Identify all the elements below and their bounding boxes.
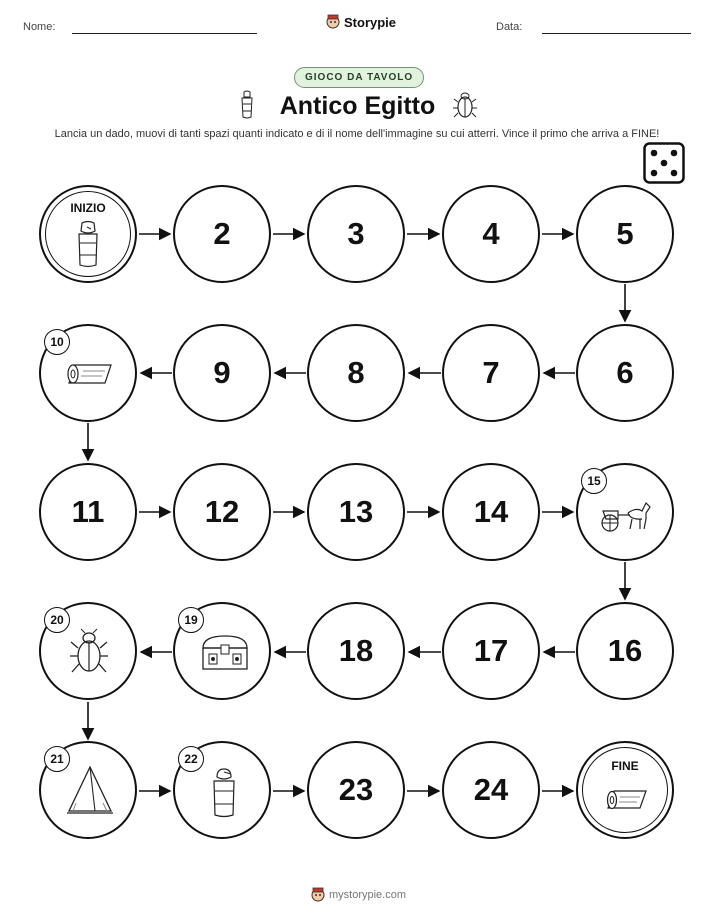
space-12[interactable] — [173, 463, 271, 561]
space-24[interactable] — [442, 741, 540, 839]
space-number: 18 — [338, 633, 374, 668]
page-title: Antico Egitto — [279, 92, 436, 120]
space-badge: 22 — [178, 746, 204, 772]
space-11[interactable] — [39, 463, 137, 561]
space-badge: 15 — [581, 468, 607, 494]
space-14[interactable] — [442, 463, 540, 561]
space-23[interactable] — [307, 741, 405, 839]
space-8[interactable] — [307, 324, 405, 422]
date-label: Data: — [496, 21, 523, 33]
space-number: 6 — [616, 355, 634, 390]
space-number: 24 — [473, 772, 509, 807]
space-badge: 19 — [178, 607, 204, 633]
end-label: FINE — [611, 759, 639, 773]
space-number: 16 — [607, 633, 643, 668]
space-number: 2 — [213, 216, 231, 251]
space-number: 11 — [71, 494, 105, 529]
space-6[interactable] — [576, 324, 674, 422]
space-number: 7 — [482, 355, 500, 390]
pyramid-icon — [65, 765, 115, 817]
space-number: 9 — [213, 355, 231, 390]
space-badge: 21 — [44, 746, 70, 772]
treasure-chest-icon — [199, 634, 251, 672]
space-number: 23 — [338, 772, 374, 807]
space-end[interactable] — [576, 741, 674, 839]
brand-name: Storypie — [344, 14, 397, 30]
space-number: 5 — [616, 216, 634, 251]
papyrus-scroll-icon — [65, 360, 115, 388]
space-5[interactable] — [576, 185, 674, 283]
space-number: 17 — [473, 633, 509, 668]
space-17[interactable] — [442, 602, 540, 700]
space-13[interactable] — [307, 463, 405, 561]
space-number: 13 — [338, 494, 374, 529]
space-3[interactable] — [307, 185, 405, 283]
footer-link[interactable]: mystorypie.com — [329, 889, 407, 901]
category-tag: GIOCO DA TAVOLO — [294, 67, 424, 88]
space-number: 4 — [482, 216, 500, 251]
canopic-jar-icon — [74, 221, 102, 269]
space-number: 8 — [347, 355, 365, 390]
space-2[interactable] — [173, 185, 271, 283]
space-16[interactable] — [576, 602, 674, 700]
storypie-mascot-icon — [311, 887, 325, 903]
papyrus-scroll-icon — [605, 787, 649, 813]
start-label: INIZIO — [70, 201, 106, 215]
space-badge: 10 — [44, 329, 70, 355]
scarab-icon — [69, 628, 109, 676]
instructions: Lancia un dado, muovi di tanti spazi quanti indicato e di il nome dell'immagine su cui atterri. Vince il primo che arriva a FINE! — [54, 128, 660, 140]
space-4[interactable] — [442, 185, 540, 283]
canopic-jar-icon — [209, 767, 239, 819]
footer — [311, 887, 406, 903]
space-number: 3 — [347, 216, 365, 251]
chariot-icon — [600, 499, 654, 533]
space-number: 14 — [473, 494, 509, 529]
space-18[interactable] — [307, 602, 405, 700]
space-badge: 20 — [44, 607, 70, 633]
space-7[interactable] — [442, 324, 540, 422]
space-number: 12 — [204, 494, 240, 529]
space-start[interactable] — [39, 185, 137, 283]
name-label: Nome: — [23, 21, 56, 33]
space-9[interactable] — [173, 324, 271, 422]
